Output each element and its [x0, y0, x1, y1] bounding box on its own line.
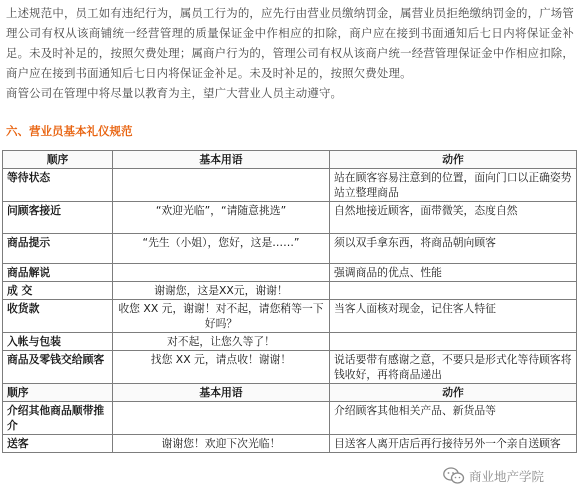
cell-phrase: 谢谢您！欢迎下次光临！: [113, 435, 330, 453]
intro-paragraph: 上述规范中，员工如有违纪行为，属员工行为的，应先行由营业员缴纳罚金，属营业员拒绝缴纳罚金的，广场管理公司有权从该商铺统一经营管理的质量保证金中作相应的扣除，商户应在接到书面通知后七日内将保证金补足。未及时补足的，按照欠费处理；属商户行为的，管理公司有权从该商户统一经营管理保证金中作相应扣除，商户应在接到书面通知后七日内将保证金补足。未及时补足的，按照欠费处理。: [6, 6, 574, 80]
cell-phrase: “欢迎光临”，“请随意挑选”: [113, 202, 330, 234]
header-phrase: 基本用语: [113, 151, 330, 169]
table-row: [3, 435, 577, 453]
watermark: [443, 467, 544, 485]
cell-order: 问顾客接近: [3, 202, 113, 234]
cell-order: 商品提示: [3, 234, 113, 264]
table-header-row: [3, 151, 577, 169]
cell-phrase: [113, 402, 330, 435]
section-heading: 六、营业员基本礼仪规范: [6, 124, 133, 138]
cell-action: 须以双手拿东西，将商品朝向顾客: [330, 234, 577, 264]
cell-action: 当客人面核对现金，记住客人特征: [330, 300, 577, 333]
cell-order: 商品解说: [3, 264, 113, 282]
cell-action: 站在顾客容易注意到的位置，面向门口以正确姿势站立整理商品: [330, 169, 577, 202]
cell-order: 介绍其他商品顺带推介: [3, 402, 113, 435]
table-row: [3, 402, 577, 435]
cell-phrase: 收您 XX 元，谢谢！对不起，请您稍等一下好吗？: [113, 300, 330, 333]
cell-action: 强调商品的优点、性能: [330, 264, 577, 282]
table-row: [3, 202, 577, 234]
cell-phrase: “先生（小姐），您好，这是……”: [113, 234, 330, 264]
cell-order: 商品及零钱交给顾客: [3, 351, 113, 384]
cell-phrase: 对不起，让您久等了！: [113, 333, 330, 351]
cell-order: 送客: [3, 435, 113, 453]
cell-order: 等待状态: [3, 169, 113, 202]
watermark-text: 商业地产学院: [468, 469, 544, 484]
header-phrase: 基本用语: [113, 384, 330, 402]
header-order: 顺序: [3, 151, 113, 169]
cell-order: 收货款: [3, 300, 113, 333]
header-action: 动作: [330, 151, 577, 169]
header-action: 动作: [330, 384, 577, 402]
etiquette-table: [2, 150, 577, 453]
table-row: [3, 264, 577, 282]
cell-phrase: 找您 XX 元，请点收！谢谢！: [113, 351, 330, 384]
cell-phrase: [113, 264, 330, 282]
cell-action: 说话要带有感谢之意，不要只是形式化等待顾客将钱收好，再将商品递出: [330, 351, 577, 384]
header-order: 顺序: [3, 384, 113, 402]
table-row: [3, 333, 577, 351]
intro-note: 商管公司在管理中将尽量以教育为主，望广大营业人员主动遵守。: [6, 86, 343, 100]
table-row: [3, 234, 577, 264]
table-header-row: [3, 384, 577, 402]
table-row: [3, 351, 577, 384]
cell-action: [330, 282, 577, 300]
cell-phrase: [113, 169, 330, 202]
cell-action: 目送客人离开店后再行接待另外一个亲自送顾客: [330, 435, 577, 453]
wechat-icon: [443, 467, 465, 485]
cell-action: 自然地接近顾客，面带微笑，态度自然: [330, 202, 577, 234]
cell-action: 介绍顾客其他相关产品、新货品等: [330, 402, 577, 435]
table-row: [3, 169, 577, 202]
cell-action: [330, 333, 577, 351]
table-row: [3, 282, 577, 300]
cell-order: 成 交: [3, 282, 113, 300]
table-row: [3, 300, 577, 333]
cell-phrase: 谢谢您，这是XX元，谢谢！: [113, 282, 330, 300]
cell-order: 入帐与包装: [3, 333, 113, 351]
